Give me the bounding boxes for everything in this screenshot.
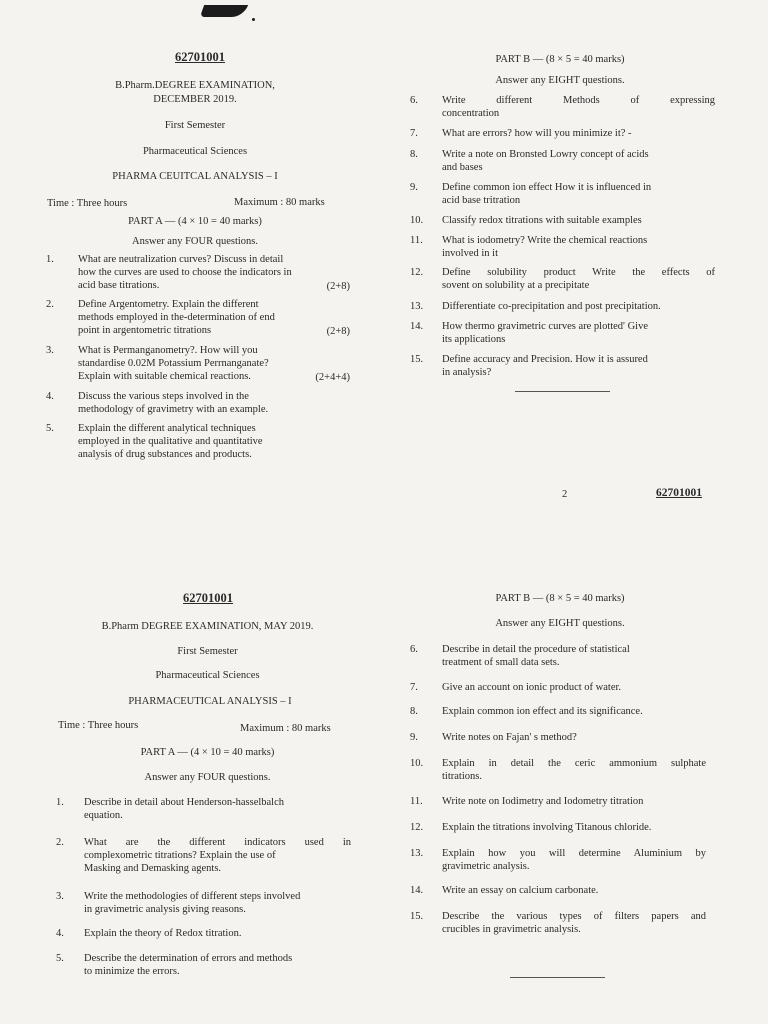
question-3: 3. What is Permanganometry?. How will you standardise 0.02M Potassium Perrnanganate? Explain with suitable chemical reactions. (2+4+4) (46, 345, 350, 383)
semester: First Semester (164, 120, 226, 131)
question-marks: (2+4+4) (315, 372, 350, 383)
subject: PHARMA CEUITCAL ANALYSIS – I (112, 171, 278, 182)
max-marks: Maximum : 80 marks (234, 197, 325, 208)
ink-dot (252, 18, 255, 21)
question-marks: (2+8) (326, 281, 350, 292)
subject: PHARMACEUTICAL ANALYSIS – I (128, 696, 292, 707)
footer-paper-code: 62701001 (656, 487, 702, 499)
time-label: Time : Three hours (47, 198, 128, 209)
end-rule (515, 391, 610, 392)
part-a-instruction: Answer any FOUR questions. (144, 772, 271, 783)
part-b-heading: PART B — (8 × 5 = 40 marks) (495, 593, 625, 604)
question-marks: (2+8) (326, 326, 350, 337)
branch: Pharmaceutical Sciences (155, 670, 260, 681)
question-5: 5. Explain the different analytical techniques employed in the qualitative and quantitative analysis of drug substances and products. (46, 423, 263, 460)
question-2: 2. Define Argentometry. Explain the different methods employed in the-determination of end point in argentometric titrations (2+8) (46, 299, 350, 337)
exam-title: B.Pharm DEGREE EXAMINATION, MAY 2019. (101, 621, 314, 632)
part-a-heading: PART A — (4 × 10 = 40 marks) (128, 216, 262, 227)
part-a-instruction: Answer any FOUR questions. (132, 236, 258, 247)
part-b-heading: PART B — (8 × 5 = 40 marks) (495, 54, 625, 65)
ink-blot (200, 5, 248, 17)
max-marks: Maximum : 80 marks (240, 723, 331, 734)
branch: Pharmaceutical Sciences (142, 146, 248, 157)
part-b-instruction: Answer any EIGHT questions. (495, 75, 625, 86)
exam-title-line2: DECEMBER 2019. (153, 94, 237, 105)
end-rule (510, 977, 605, 978)
time-label: Time : Three hours (58, 720, 139, 731)
paper-code: 62701001 (183, 591, 233, 605)
part-a-heading: PART A — (4 × 10 = 40 marks) (140, 747, 275, 758)
semester: First Semester (177, 646, 238, 657)
question-1: 1. What are neutralization curves? Discuss in detail how the curves are used to choose the indicators in acid base titrations. (2+8) (46, 254, 350, 292)
part-b-instruction: Answer any EIGHT questions. (495, 618, 625, 629)
exam-title-line1: B.Pharm.DEGREE EXAMINATION, (115, 80, 275, 91)
page-number: 2 (562, 489, 568, 500)
question-4: 4. Discuss the various steps involved in the methodology of gravimetry with an example. (46, 391, 269, 415)
paper-code: 62701001 (175, 50, 225, 64)
